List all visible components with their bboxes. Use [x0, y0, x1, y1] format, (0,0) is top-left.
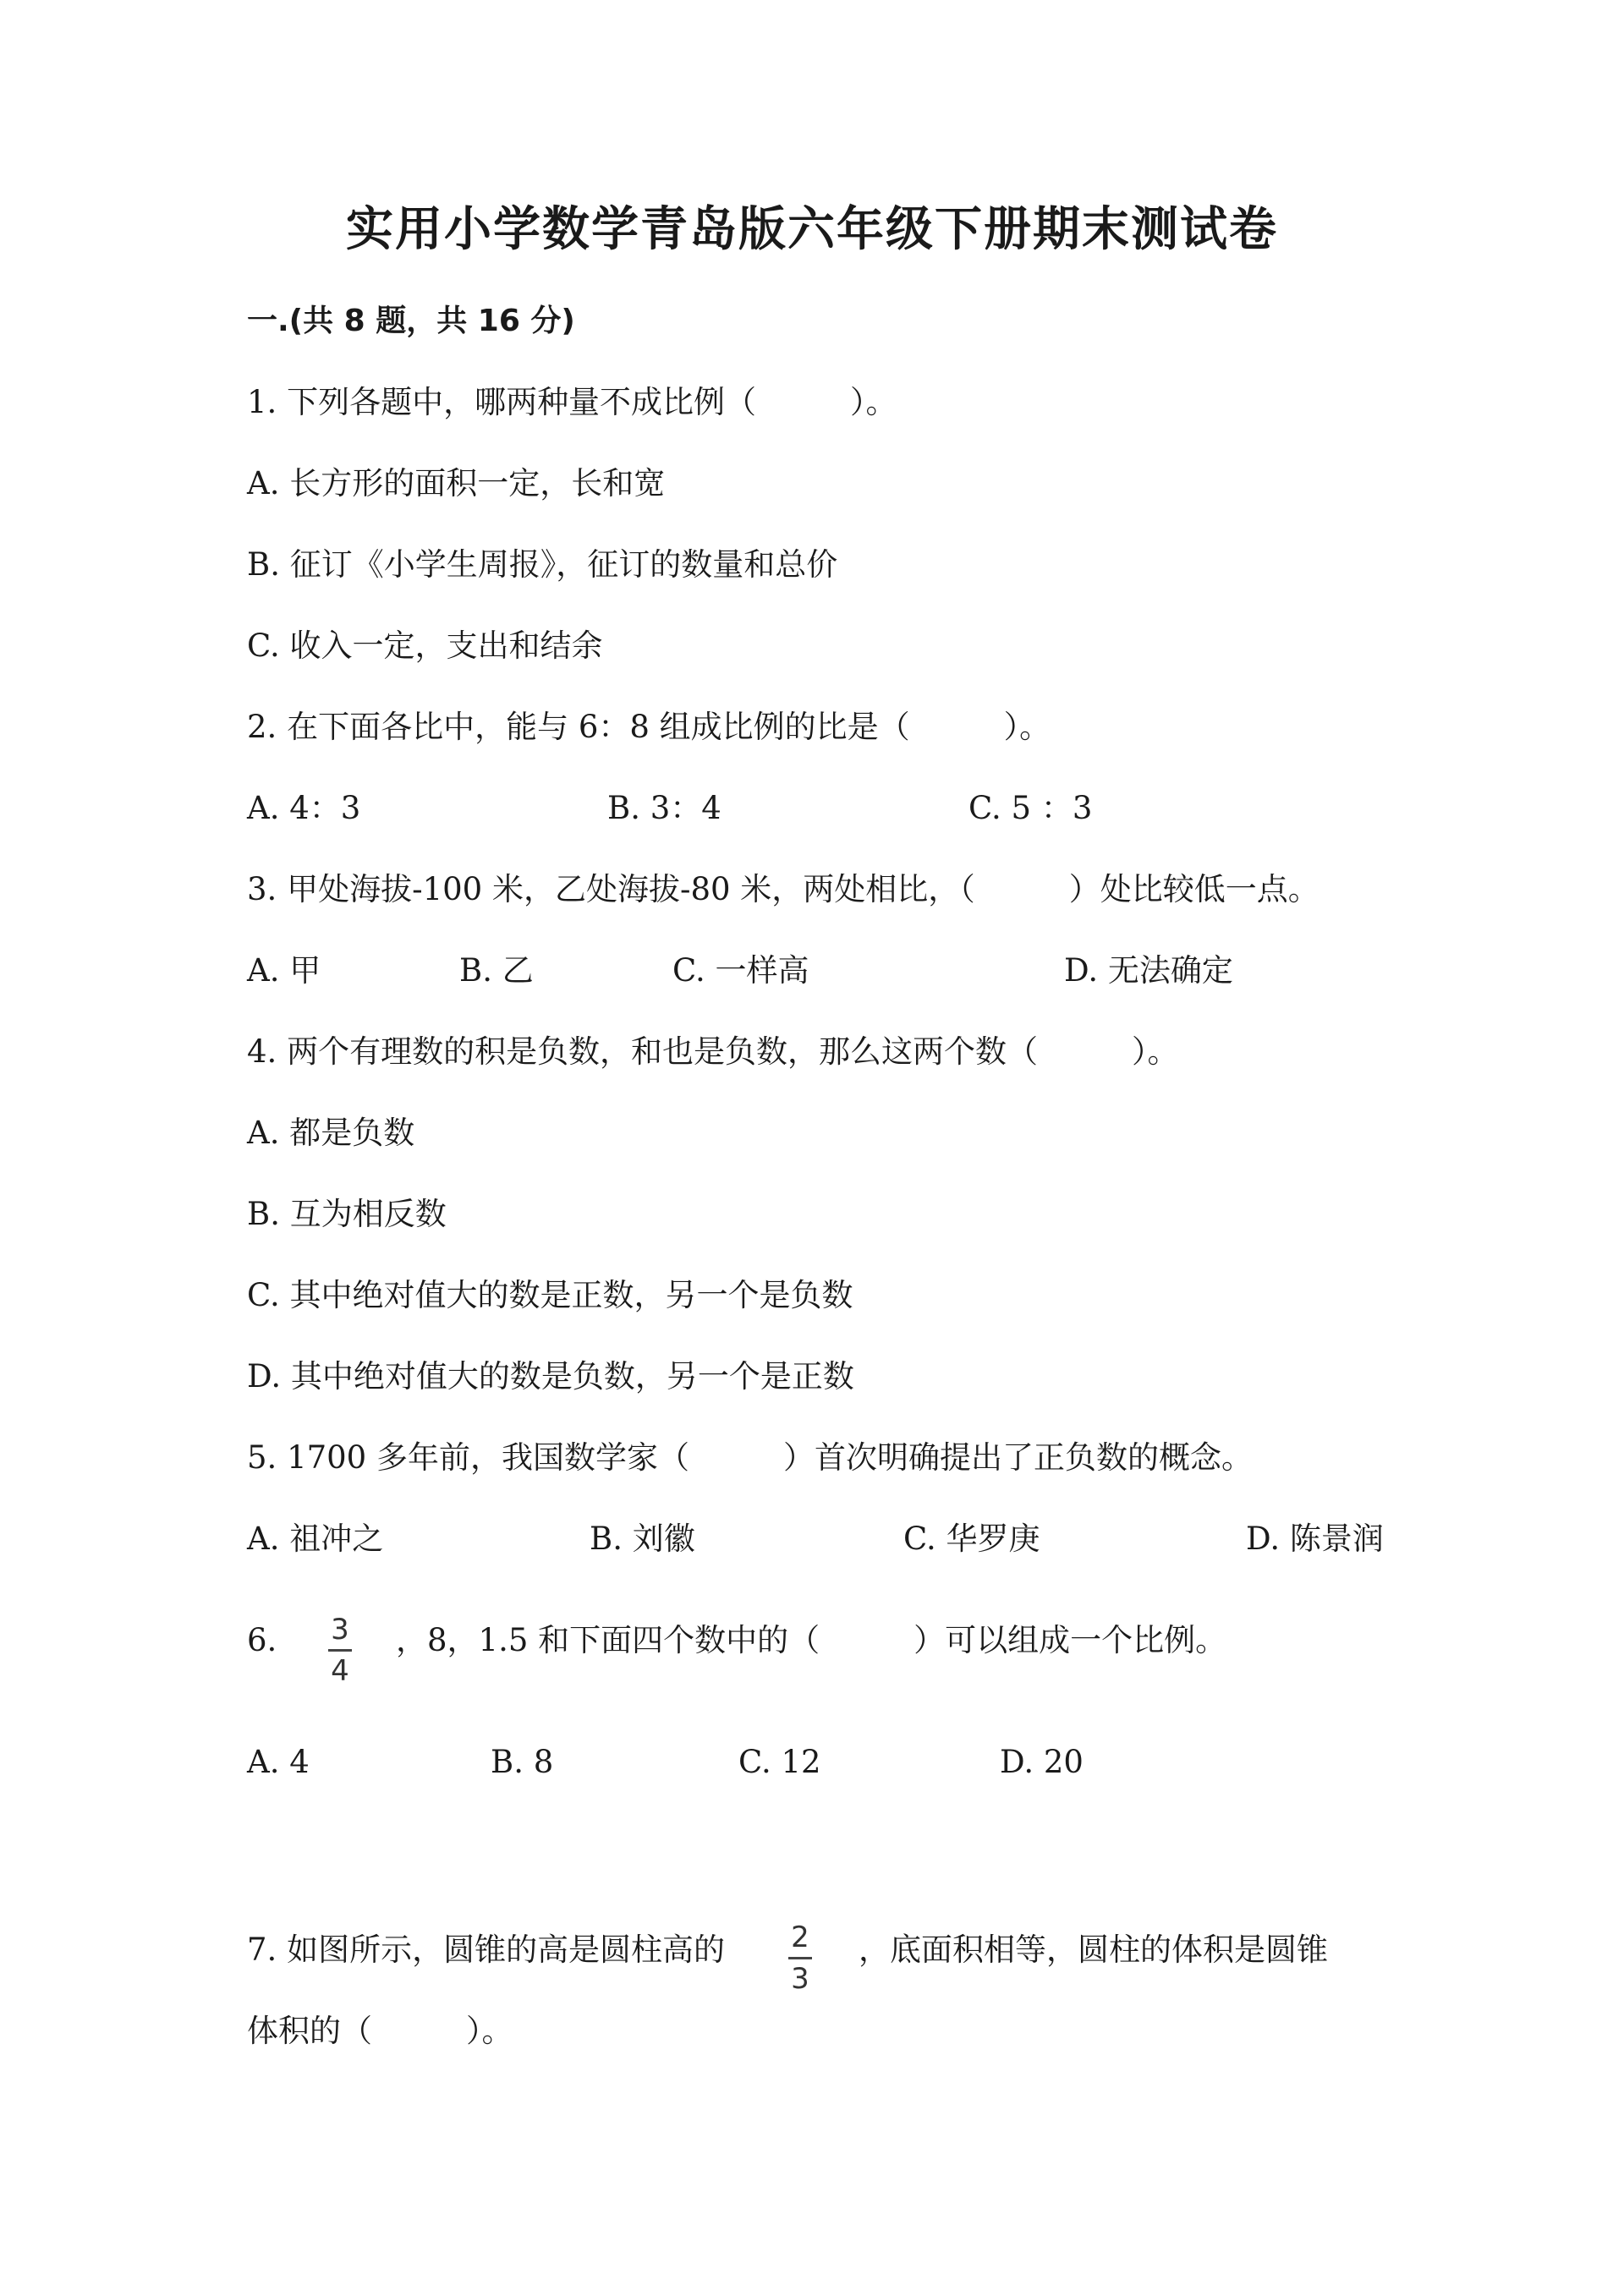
question-7-stem-before: 7. 如图所示，圆锥的高是圆柱高的	[247, 1932, 726, 1968]
fraction-numerator: 2	[791, 1921, 809, 1954]
question-5-option-d: D. 陈景润	[1246, 1521, 1384, 1557]
question-4-option-a: A. 都是负数	[247, 1115, 415, 1151]
question-4-option-d: D. 其中绝对值大的数是负数，另一个是正数	[247, 1358, 854, 1395]
page-title: 实用小学数学青岛版六年级下册期末测试卷	[346, 202, 1278, 257]
question-3-option-a: A. 甲	[247, 952, 321, 989]
question-5-option-b: B. 刘徽	[590, 1521, 695, 1557]
question-6-option-b: B. 8	[491, 1744, 554, 1780]
question-7-stem-line2: 体积的（ ）。	[247, 2013, 513, 2049]
question-7-fraction	[788, 1921, 812, 1996]
question-5-stem: 5. 1700 多年前，我国数学家（ ）首次明确提出了正负数的概念。	[247, 1439, 1253, 1476]
question-1-option-c: C. 收入一定，支出和结余	[247, 627, 603, 664]
question-7-stem-after: ，底面积相等，圆柱的体积是圆锥	[859, 1932, 1328, 1968]
question-3-option-c: C. 一样高	[672, 952, 809, 989]
question-6-option-d: D. 20	[1000, 1744, 1084, 1780]
question-6-fraction	[328, 1613, 352, 1688]
fraction-denominator: 3	[791, 1962, 809, 1996]
question-2-option-c: C. 5 ：3	[968, 790, 1093, 826]
question-2-option-b: B. 3：4	[607, 790, 721, 826]
fraction-denominator: 4	[331, 1654, 349, 1688]
question-6-option-c: C. 12	[738, 1744, 821, 1780]
question-1-option-b: B. 征订《小学生周报》，征订的数量和总价	[247, 546, 838, 583]
question-4-stem: 4. 两个有理数的积是负数，和也是负数，那么这两个数（ ）。	[247, 1033, 1179, 1070]
question-2-stem: 2. 在下面各比中，能与 6：8 组成比例的比是（ ）。	[247, 709, 1051, 745]
question-3-option-b: B. 乙	[459, 952, 534, 989]
question-5-option-c: C. 华罗庚	[903, 1521, 1040, 1557]
question-1-option-a: A. 长方形的面积一定，长和宽	[247, 465, 666, 501]
fraction-bar	[328, 1649, 352, 1652]
fraction-bar	[788, 1957, 812, 1959]
section-heading: 一.(共 8 题，共 16 分)	[247, 304, 575, 338]
question-6-option-a: A. 4	[247, 1744, 310, 1780]
question-3-stem: 3. 甲处海拔-100 米，乙处海拔-80 米，两处相比，（ ）处比较低一点。	[247, 871, 1320, 907]
fraction-numerator: 3	[331, 1613, 349, 1647]
question-1-stem: 1. 下列各题中，哪两种量不成比例（ ）。	[247, 384, 897, 420]
question-5-option-a: A. 祖冲之	[247, 1521, 384, 1557]
question-6-number: 6.	[247, 1622, 277, 1658]
question-2-option-a: A. 4：3	[247, 790, 361, 826]
question-3-option-d: D. 无法确定	[1064, 952, 1233, 989]
question-4-option-b: B. 互为相反数	[247, 1196, 447, 1232]
question-4-option-c: C. 其中绝对值大的数是正数，另一个是负数	[247, 1277, 853, 1313]
question-6-stem-rest: ，8，1.5 和下面四个数中的（ ）可以组成一个比例。	[396, 1622, 1227, 1658]
